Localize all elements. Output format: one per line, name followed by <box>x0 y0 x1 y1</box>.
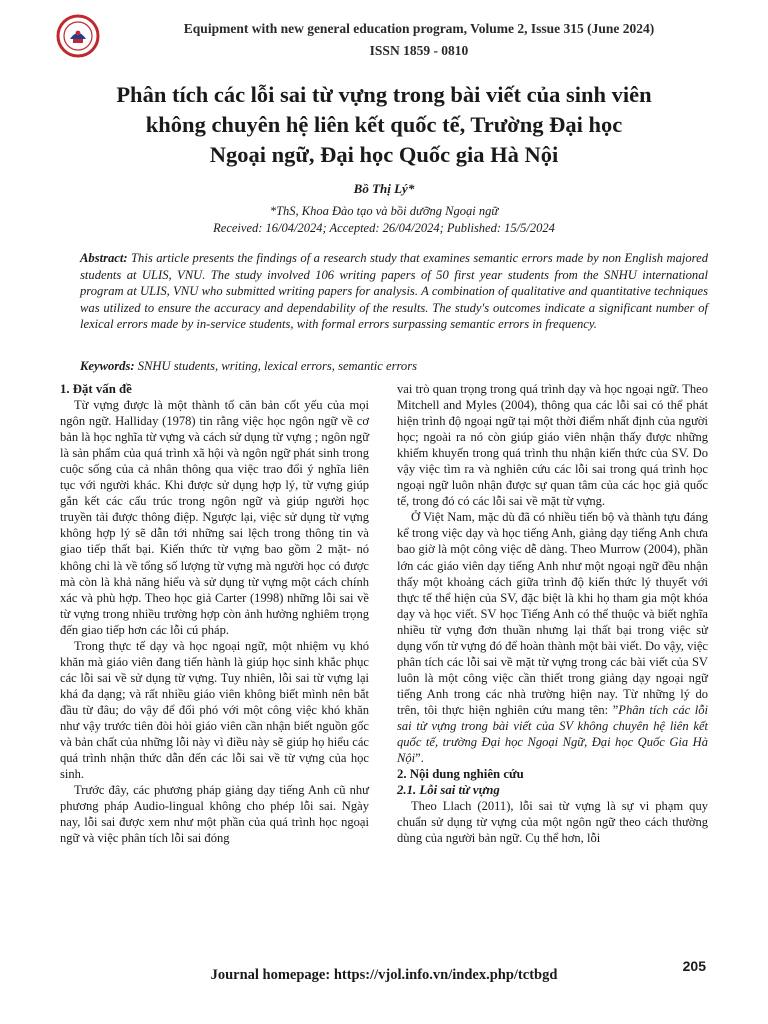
keywords-text: SNHU students, writing, lexical errors, semantic errors <box>137 359 418 373</box>
paragraph: Theo Llach (2011), lỗi sai từ vựng là sự vi phạm quy chuẩn sử dụng từ vựng của một ngôn ngữ theo cách thường dùng của người bản ngữ. Cụ thể hơn, lỗi <box>397 799 708 846</box>
section-heading-1: 1. Đặt vấn đề <box>60 382 132 396</box>
paragraph: Từ vựng được là một thành tố căn bản cốt yếu của mọi ngôn ngữ. Halliday (1978) tin rằng việc học ngôn ngữ về cơ bản là học nghĩa từ vựng và cách sử dụng từ vựng ; ngôn ngữ là sản phẩm của quá trình xã hội và ngôn ngữ phát sinh trong cuộc sống của cả nhân thông qua việc trao đổi ý nghĩa liên tục với người khác. Khi được sử dụng hợp lý, từ vựng giúp gắn kết các cấu trúc trong ngôn ngữ và giúp người học truyền tải được thông điệp. Ngược lại, việc sử dụng từ vựng không hợp lý sẽ dẫn tới những sai lệch trong thông tin và giao tiếp thất bại. Kiến thức từ vựng bao gồm 2 mặt- nó không chỉ là về tổng số lượng từ vựng mà người học có được mà còn là khả năng hiểu và sử dụng từ vựng một cách chính xác và phù hợp. Theo học giả Carter (1998) những lỗi sai về từ vựng trong nhiều trường hợp còn ảnh hưởng nghiêm trọng đến giao tiếp hơn các lỗi cú pháp. <box>60 398 369 637</box>
keywords-label: Keywords: <box>80 359 135 373</box>
paragraph: vai trò quan trọng trong quá trình dạy và học ngoại ngữ. Theo Mitchell and Myles (2004), thông qua các lỗi sai có thể phát hiện trình độ ngoại ngữ tại một thời điểm nhất định của người học; ngoài ra nó còn giúp giáo viên nhận thấy được những khiếm khuyến trong quá trình thu nhận kiến thức của SV. Do vậy việc tìm ra và nghiên cứu các lỗi sai trong quá trình học ngoại ngữ luôn nhận được sự quan tâm của các học giả quốc tế, trong đó có các lỗi sai về mặt từ vựng. <box>397 382 708 509</box>
journal-seal-logo <box>56 14 100 58</box>
abstract-text: This article presents the findings of a research study that examines semantic errors made by non English majored students at ULIS, VNU. The study involved 106 writing papers of 50 first year students from the SNHU international program at ULIS, VNU who submitted writing papers for analysis. A combination of qualitative and quantitative techniques was utilized to ensure the accuracy and dependability of the results. The study's outcomes indicate a significant number of lexical errors made by in-service students, with formal errors surpassing semantic errors in frequency. <box>80 251 708 332</box>
received-dates: Received: 16/04/2024; Accepted: 26/04/2024; Published: 15/5/2024 <box>213 221 555 235</box>
journal-header <box>110 18 728 62</box>
author-name: Bồ Thị Lý* <box>353 181 415 196</box>
paragraph: Trong thực tế dạy và học ngoại ngữ, một nhiệm vụ khó khăn mà giáo viên đang tiến hành là giúp học sinh khắc phục các lỗi sai về sử dụng từ vựng. Tuy nhiên, lỗi sai từ vựng lại khá đa dạng; và rất nhiều giáo viên không biết mình nên bắt đầu từ đâu; do vậy để đối phó với một công việc khó khăn như vậy trước tiên đòi hỏi giáo viên cần nhận biết nguồn gốc và bản chất của những lỗi này vì điều này sẽ giúp họ hiểu các quá trình nhận thức dẫn đến các lỗi sai về từ vựng của học sinh. <box>60 638 369 782</box>
section-heading-2: 2. Nội dung nghiên cứu <box>397 767 524 782</box>
paragraph <box>397 509 708 766</box>
title-line-1: Phân tích các lỗi sai từ vựng trong bài viết của sinh viên <box>116 82 652 107</box>
abstract-label: Abstract: <box>80 251 128 265</box>
paragraph-end: ”. <box>415 751 424 766</box>
affiliation-block <box>0 203 768 237</box>
issn: ISSN 1859 - 0810 <box>369 43 469 58</box>
title-line-3: Ngoại ngữ, Đại học Quốc gia Hà Nội <box>209 142 559 167</box>
keywords <box>80 358 708 374</box>
paragraph: Trước đây, các phương pháp giảng dạy tiếng Anh cũ như phương pháp Audio-lingual không cho phép lỗi sai. Ngày nay, lỗi sai được xem như một phần của quá trình học ngoại ngữ và việc phân tích lỗi sai đóng <box>60 783 369 846</box>
journal-homepage: Journal homepage: https://vjol.info.vn/index.php/tctbgd <box>210 967 558 983</box>
page-number: 205 <box>682 958 706 974</box>
subsection-heading-2-1: 2.1. Lỗi sai từ vựng <box>397 783 500 798</box>
study-title: Phân tích các lỗi sai từ vựng trong bài viết của SV không chuyên hệ liên kết quốc tế, trường Đại học Ngoại Ngữ, Đại học Quốc Gia Hà Nội <box>397 702 708 766</box>
abstract <box>80 250 708 333</box>
affiliation: *ThS, Khoa Đào tạo và bồi dưỡng Ngoại ngữ <box>269 204 499 218</box>
right-column <box>397 381 708 846</box>
article-title <box>60 80 708 170</box>
left-column <box>60 381 369 846</box>
paragraph-text: Ở Việt Nam, mặc dù đã có nhiều tiến bộ và thành tựu đáng kể trong việc dạy và học tiếng Anh, giảng dạy tiếng Anh chưa bao giờ là một công việc dễ dàng. Theo Murrow (2004), phần lớn các giáo viên dạy tiếng Anh như một ngoại ngữ đều nhận thấy một khoảng cách giữa trình độ kiến thức lý thuyết với thực tế thể hiện của SV, đặc biệt là khi họ tham gia một khóa dạy và học viết. SV học Tiếng Anh có thể thuộc và biết nghĩa nhiều từ vựng đơn thuần nhưng lại thất bại trong việc sử dụng vốn từ vựng đó để hoàn thành một bài viết. Do vậy, việc phân tích các lỗi sai về mặt từ vựng trong các bài viết của SV luôn là một công việc cần thiết trong giảng dạy ngoại ngữ tiếng Anh trong các nhà trường hiện nay. Từ những lý do trên, tôi thực hiện nghiên cứu mang tên: ” <box>397 510 708 717</box>
title-line-2: không chuyên hệ liên kết quốc tế, Trường Đại học <box>145 112 623 137</box>
journal-line: Equipment with new general education program, Volume 2, Issue 315 (June 2024) <box>183 21 655 36</box>
